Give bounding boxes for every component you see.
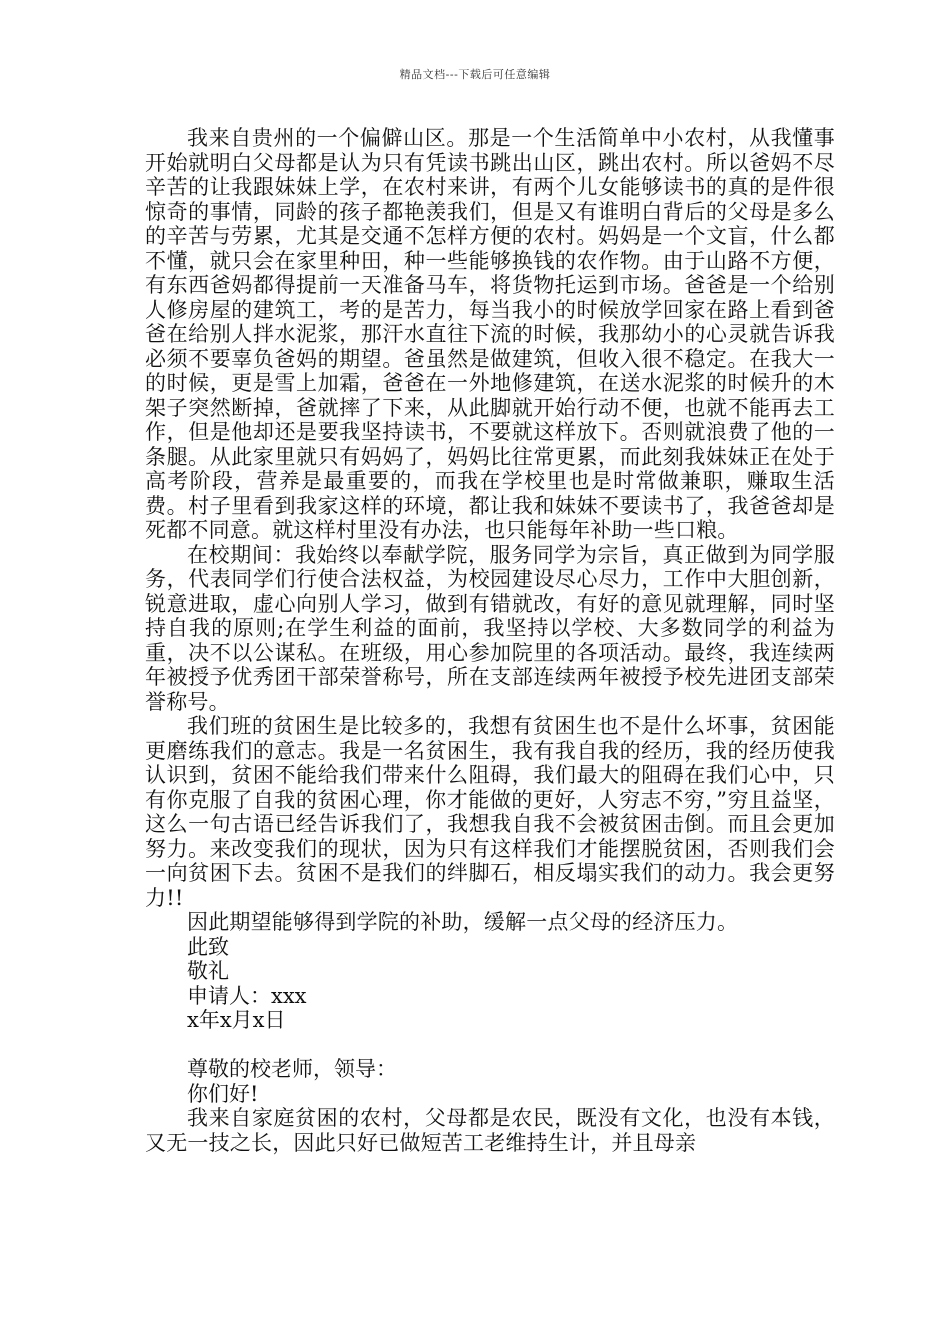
letter1-paragraph-1: 我来自贵州的一个偏僻山区。那是一个生活简单中小农村，从我懂事开始就明白父母都是认为只有凭读书跳出山区，跳出农村。所以爸妈不尽辛苦的让我跟妹妹上学，在农村来讲，有两个儿女能够读书的真的是件很惊奇的事情，同龄的孩子都艳羡我们，但是又有谁明白背后的父母是多么的辛苦与劳累，尤其是交通不怎样方便的农村。妈妈是一个文盲，什么都不懂，就只会在家里种田，种一些能够换钱的农作物。由于山路不方便，有东西爸妈都得提前一天准备马车，将货物托运到市场。爸爸是一个给别人修房屋的建筑工，考的是苦力，每当我小的时候放学回家在路上看到爸爸在给别人拌水泥浆，那汗水直往下流的时候，我那幼小的心灵就告诉我必须不要辜负爸妈的期望。爸虽然是做建筑，但收入很不稳定。在我大一的时候，更是雪上加霜，爸爸在一外地修建筑，在送水泥浆的时候升的木架子突然断掉，爸就摔了下来，从此脚就开始行动不便，也就不能再去工作，但是他却还是要我坚持读书，不要就这样放下。否则就浪费了他的一条腿。从此家里就只有妈妈了，妈妈比往常更累，而此刻我妹妹正在处于高考阶段，营养是最重要的，而我在学校里也是时常做兼职，赚取生活费。村子里看到我家这样的环境，都让我和妹妹不要读书了，我爸爸却是死都不同意。就这样村里没有办法，也只能每年补助一些口粮。 bbox=[145, 126, 835, 542]
applicant-signature: 申请人：xxx bbox=[187, 983, 307, 1008]
letter1-paragraph-4: 因此期望能够得到学院的补助，缓解一点父母的经济压力。 bbox=[187, 910, 739, 934]
letter1-paragraph-3: 我们班的贫困生是比较多的，我想有贫困生也不是什么坏事，贫困能更磨练我们的意志。我是一名贫困生，我有我自我的经历，我的经历使我认识到，贫困不能给我们带来什么阻碍，我们最大的阻碍在我们心中，只有你克服了自我的贫困心理，你才能做的更好，人穷志不穷，”穷且益坚，这么一句古语已经告诉我们了，我想我自我不会被贫困击倒。而且会更加努力。来改变我们的现状，因为只有这样我们才能摆脱贫困，否则我们会一向贫困下去。贫困不是我们的绊脚石，相反塌实我们的动力。我会更努力!! bbox=[145, 714, 835, 910]
letter-date: x年x月x日 bbox=[187, 1008, 286, 1032]
letter2-salutation: 尊敬的校老师，领导： bbox=[187, 1057, 397, 1081]
closing-line-2: 敬礼 bbox=[187, 959, 229, 983]
page-header: 精品文档---下载后可任意编辑 bbox=[399, 68, 551, 81]
document-body bbox=[145, 126, 835, 1155]
letter1-paragraph-2: 在校期间：我始终以奉献学院，服务同学为宗旨，真正做到为同学服务，代表同学们行使合法权益，为校园建设尽心尽力，工作中大胆创新，锐意进取，虚心向别人学习，做到有错就改，有好的意见就理解，同时坚持自我的原则;在学生利益的面前，我坚持以学校、大多数同学的利益为重，决不以公谋私。在班级，用心参加院里的各项活动。最终，我连续两年被授予优秀团干部荣誉称号，所在支部连续两年被授予校先进团支部荣誉称号。 bbox=[145, 542, 835, 714]
closing-line-1: 此致 bbox=[187, 934, 229, 959]
blank-line bbox=[145, 1033, 835, 1058]
letter2-paragraph-1: 我来自家庭贫困的农村，父母都是农民，既没有文化，也没有本钱，又无一技之长，因此只好已做短苦工老维持生计，并且母亲 bbox=[145, 1106, 835, 1155]
letter2-greeting: 你们好! bbox=[187, 1081, 259, 1106]
